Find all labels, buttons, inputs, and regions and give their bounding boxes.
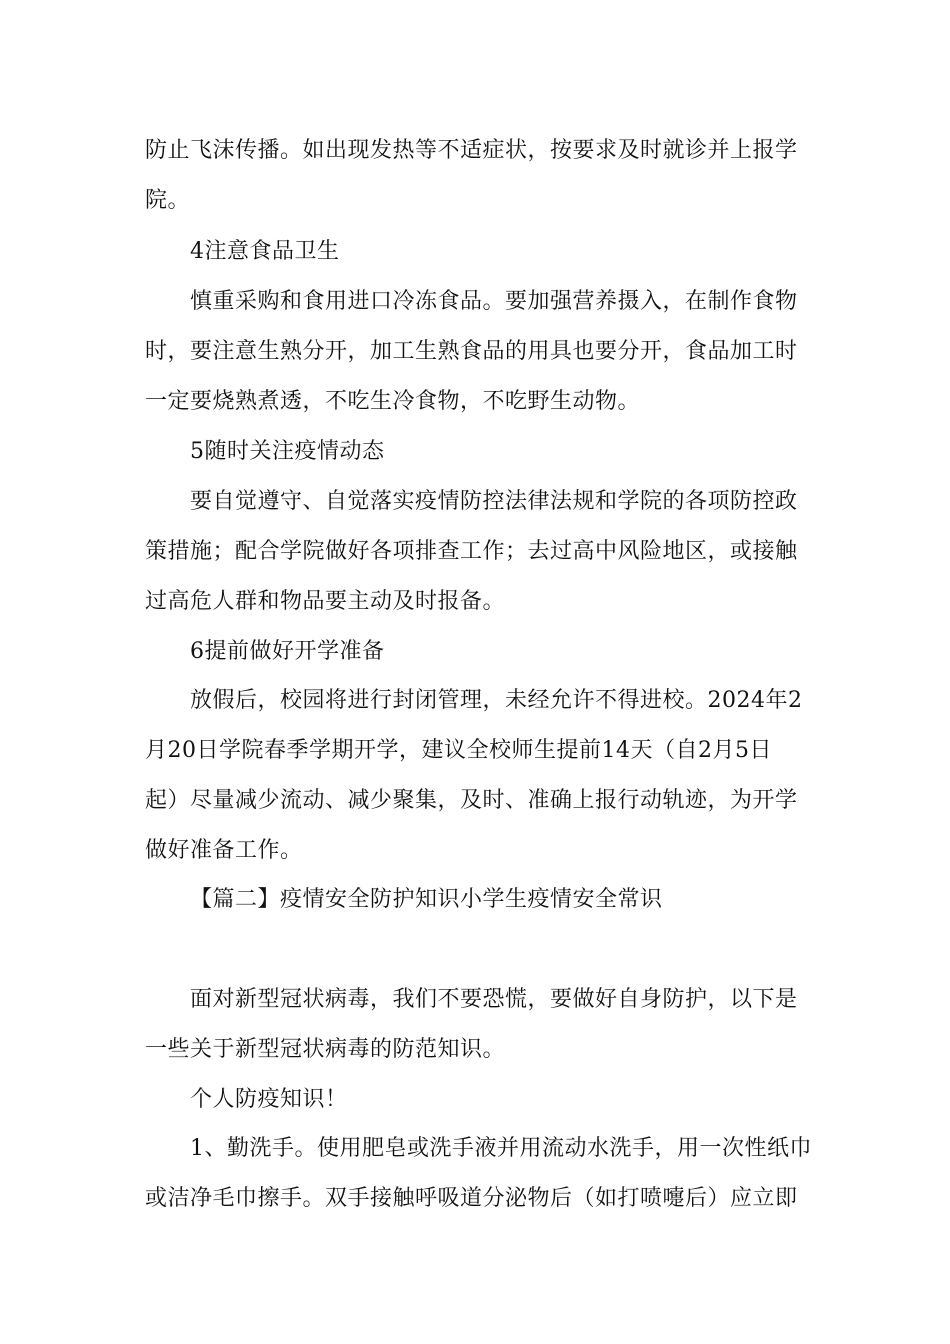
paragraph-line: 或洁净毛巾擦手。双手接触呼吸道分泌物后（如打喷嚏后）应立即 xyxy=(145,1186,798,1211)
paragraph-line: 面对新型冠状病毒，我们不要恐慌，要做好自身防护，以下是 xyxy=(190,987,798,1012)
paragraph-line: 起）尽量减少流动、减少聚集，及时、准确上报行动轨迹，为开学 xyxy=(145,788,798,813)
paragraph-line: 一定要烧熟煮透，不吃生冷食物，不吃野生动物。 xyxy=(145,389,641,414)
section-heading: 个人防疫知识！ xyxy=(190,1087,348,1112)
section-heading: 6提前做好开学准备 xyxy=(190,639,385,664)
paragraph-line: 1、勤洗手。使用肥皂或洗手液并用流动水洗手，用一次性纸巾 xyxy=(190,1136,812,1161)
section-heading: 5随时关注疫情动态 xyxy=(190,439,385,464)
paragraph-line: 月20日学院春季学期开学，建议全校师生提前14天（自2月5日 xyxy=(145,738,772,763)
paragraph-line: 院。 xyxy=(145,188,191,213)
paragraph-line: 防止飞沫传播。如出现发热等不适症状，按要求及时就诊并上报学 xyxy=(145,138,798,163)
paragraph-line: 做好准备工作。 xyxy=(145,838,303,863)
article-title: 【篇二】疫情安全防护知识小学生疫情安全常识 xyxy=(190,887,663,912)
section-heading: 4注意食品卫生 xyxy=(190,239,340,264)
paragraph-line: 要自觉遵守、自觉落实疫情防控法律法规和学院的各项防控政 xyxy=(190,489,798,514)
paragraph-line: 一些关于新型冠状病毒的防范知识。 xyxy=(145,1037,506,1062)
paragraph-line: 过高危人群和物品要主动及时报备。 xyxy=(145,589,506,614)
paragraph-line: 策措施；配合学院做好各项排查工作；去过高中风险地区，或接触 xyxy=(145,539,798,564)
paragraph-line: 时，要注意生熟分开，加工生熟食品的用具也要分开，食品加工时 xyxy=(145,339,798,364)
paragraph-line: 放假后，校园将进行封闭管理，未经允许不得进校。2024年2 xyxy=(190,688,803,713)
paragraph-line: 慎重采购和食用进口冷冻食品。要加强营养摄入，在制作食物 xyxy=(190,289,798,314)
